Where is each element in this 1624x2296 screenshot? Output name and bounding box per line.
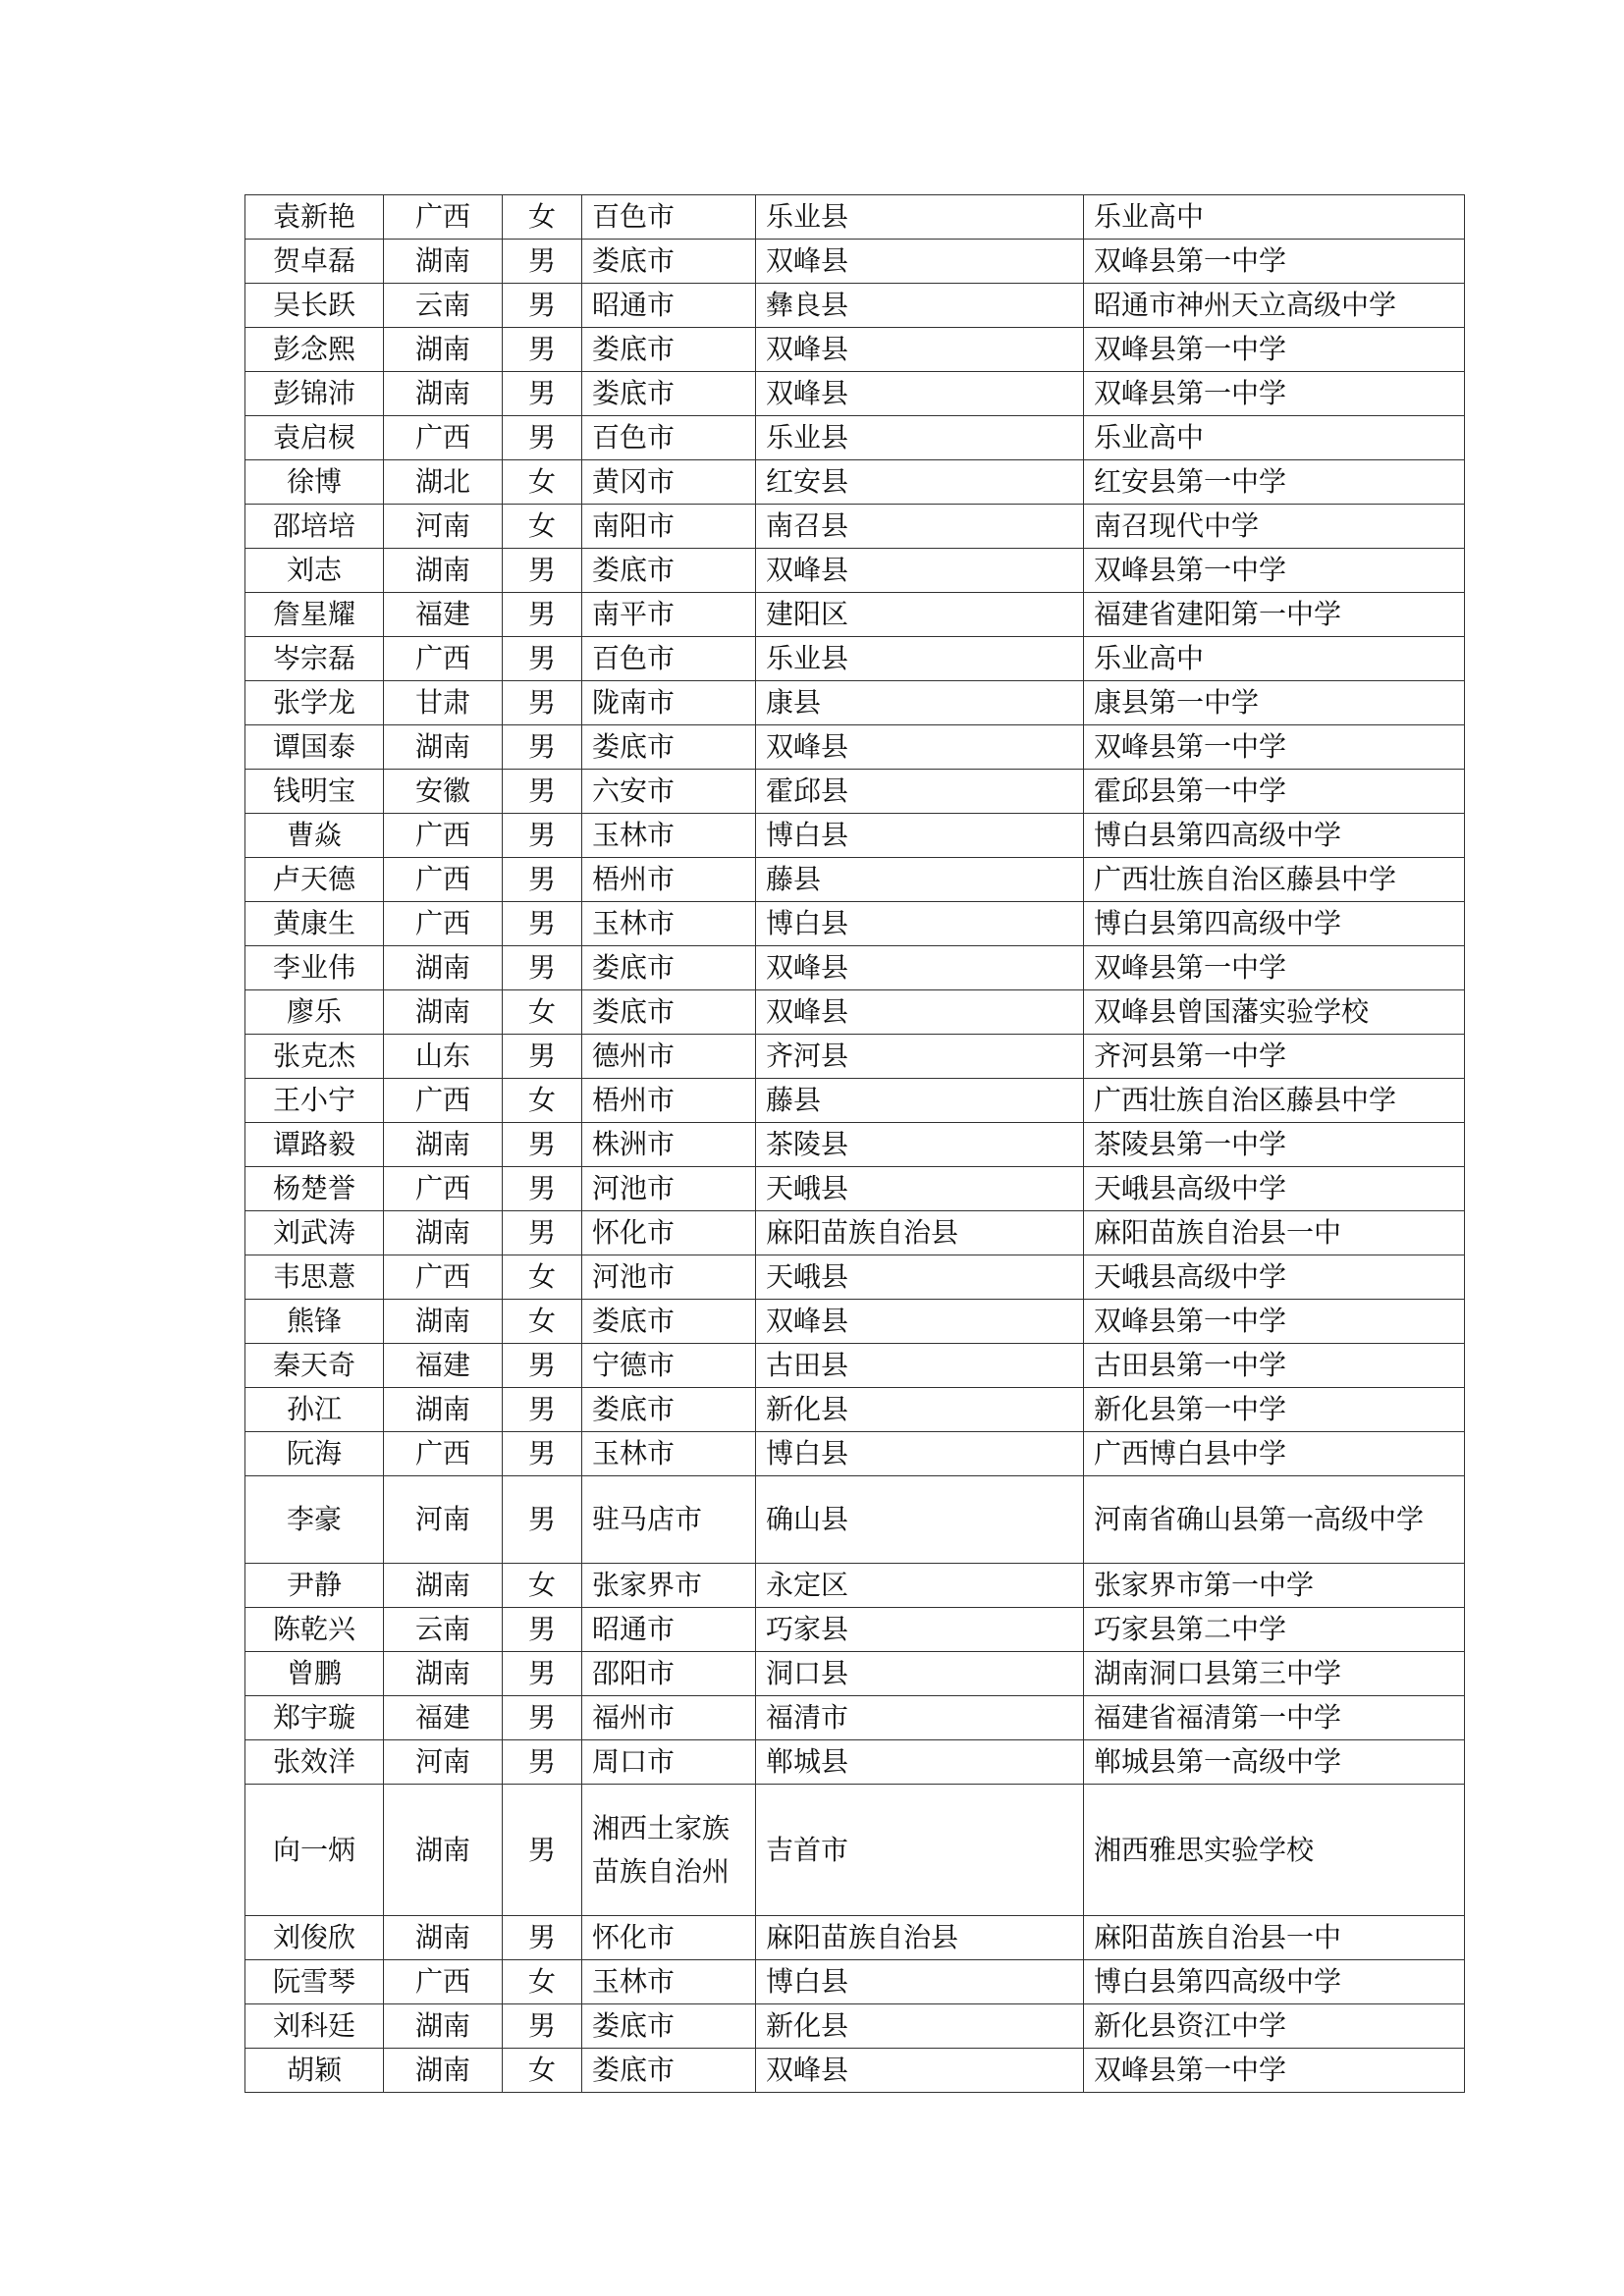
- student-name-cell: 张学龙: [245, 681, 384, 725]
- table-row: [245, 549, 1465, 593]
- gender-cell: 男: [503, 2004, 582, 2049]
- county-cell: 双峰县: [756, 990, 1084, 1035]
- table-row: [245, 990, 1465, 1035]
- province-cell: 广西: [384, 858, 503, 902]
- gender-cell: 男: [503, 858, 582, 902]
- county-cell: 天峨县: [756, 1167, 1084, 1211]
- city-cell: 周口市: [582, 1740, 756, 1785]
- table-row: [245, 1211, 1465, 1255]
- gender-cell: 女: [503, 505, 582, 549]
- city-cell: 娄底市: [582, 1388, 756, 1432]
- county-cell: 双峰县: [756, 372, 1084, 416]
- county-cell: 永定区: [756, 1564, 1084, 1608]
- gender-cell: 男: [503, 593, 582, 637]
- school-cell: 郸城县第一高级中学: [1084, 1740, 1465, 1785]
- county-cell: 乐业县: [756, 637, 1084, 681]
- province-cell: 广西: [384, 1432, 503, 1476]
- gender-cell: 女: [503, 1960, 582, 2004]
- school-cell: 乐业高中: [1084, 637, 1465, 681]
- gender-cell: 男: [503, 240, 582, 284]
- gender-cell: 男: [503, 1211, 582, 1255]
- county-cell: 双峰县: [756, 2049, 1084, 2093]
- county-cell: 齐河县: [756, 1035, 1084, 1079]
- gender-cell: 男: [503, 1652, 582, 1696]
- gender-cell: 男: [503, 725, 582, 770]
- province-cell: 湖南: [384, 1211, 503, 1255]
- city-cell: 怀化市: [582, 1916, 756, 1960]
- county-cell: 双峰县: [756, 725, 1084, 770]
- city-cell: 娄底市: [582, 372, 756, 416]
- school-cell: 新化县资江中学: [1084, 2004, 1465, 2049]
- county-cell: 乐业县: [756, 416, 1084, 460]
- county-cell: 麻阳苗族自治县: [756, 1916, 1084, 1960]
- province-cell: 河南: [384, 505, 503, 549]
- student-name-cell: 韦思薏: [245, 1255, 384, 1300]
- school-cell: 齐河县第一中学: [1084, 1035, 1465, 1079]
- school-cell: 博白县第四高级中学: [1084, 1960, 1465, 2004]
- city-cell: 娄底市: [582, 2049, 756, 2093]
- school-cell: 福建省建阳第一中学: [1084, 593, 1465, 637]
- student-name-cell: 贺卓磊: [245, 240, 384, 284]
- school-cell: 广西壮族自治区藤县中学: [1084, 1079, 1465, 1123]
- province-cell: 湖南: [384, 1916, 503, 1960]
- gender-cell: 男: [503, 549, 582, 593]
- gender-cell: 男: [503, 328, 582, 372]
- school-cell: 博白县第四高级中学: [1084, 814, 1465, 858]
- county-cell: 博白县: [756, 1432, 1084, 1476]
- school-cell: 双峰县第一中学: [1084, 549, 1465, 593]
- county-cell: 麻阳苗族自治县: [756, 1211, 1084, 1255]
- province-cell: 湖北: [384, 460, 503, 505]
- city-cell: 邵阳市: [582, 1652, 756, 1696]
- province-cell: 云南: [384, 1608, 503, 1652]
- county-cell: 建阳区: [756, 593, 1084, 637]
- county-cell: 茶陵县: [756, 1123, 1084, 1167]
- province-cell: 湖南: [384, 240, 503, 284]
- province-cell: 广西: [384, 1079, 503, 1123]
- table-row: [245, 725, 1465, 770]
- student-name-cell: 谭国泰: [245, 725, 384, 770]
- student-name-cell: 杨楚誉: [245, 1167, 384, 1211]
- city-cell: 德州市: [582, 1035, 756, 1079]
- gender-cell: 男: [503, 1696, 582, 1740]
- student-name-cell: 岑宗磊: [245, 637, 384, 681]
- city-cell: 娄底市: [582, 2004, 756, 2049]
- city-cell: 娄底市: [582, 549, 756, 593]
- county-cell: 福清市: [756, 1696, 1084, 1740]
- school-cell: 双峰县第一中学: [1084, 240, 1465, 284]
- gender-cell: 男: [503, 681, 582, 725]
- gender-cell: 男: [503, 1035, 582, 1079]
- student-name-cell: 王小宁: [245, 1079, 384, 1123]
- school-cell: 双峰县第一中学: [1084, 372, 1465, 416]
- city-cell: 昭通市: [582, 1608, 756, 1652]
- city-cell: 娄底市: [582, 725, 756, 770]
- table-row: [245, 1123, 1465, 1167]
- table-row: [245, 1960, 1465, 2004]
- county-cell: 藤县: [756, 858, 1084, 902]
- table-row: [245, 195, 1465, 240]
- province-cell: 湖南: [384, 725, 503, 770]
- student-name-cell: 黄康生: [245, 902, 384, 946]
- table-row: [245, 1785, 1465, 1916]
- city-cell: 河池市: [582, 1167, 756, 1211]
- city-cell: 昭通市: [582, 284, 756, 328]
- student-name-cell: 曾鹏: [245, 1652, 384, 1696]
- school-cell: 双峰县第一中学: [1084, 328, 1465, 372]
- school-cell: 双峰县第一中学: [1084, 725, 1465, 770]
- province-cell: 甘肃: [384, 681, 503, 725]
- county-cell: 双峰县: [756, 946, 1084, 990]
- school-cell: 古田县第一中学: [1084, 1344, 1465, 1388]
- student-name-cell: 郑宇璇: [245, 1696, 384, 1740]
- table-row: [245, 240, 1465, 284]
- gender-cell: 男: [503, 1785, 582, 1916]
- table-row: [245, 1696, 1465, 1740]
- county-cell: 巧家县: [756, 1608, 1084, 1652]
- table-row: [245, 460, 1465, 505]
- county-cell: 确山县: [756, 1476, 1084, 1564]
- county-cell: 双峰县: [756, 1300, 1084, 1344]
- student-name-cell: 孙江: [245, 1388, 384, 1432]
- gender-cell: 男: [503, 1123, 582, 1167]
- gender-cell: 女: [503, 1564, 582, 1608]
- school-cell: 双峰县第一中学: [1084, 2049, 1465, 2093]
- table-row: [245, 328, 1465, 372]
- table-row: [245, 1167, 1465, 1211]
- student-name-cell: 张效洋: [245, 1740, 384, 1785]
- table-row: [245, 2049, 1465, 2093]
- student-name-cell: 谭路毅: [245, 1123, 384, 1167]
- gender-cell: 女: [503, 2049, 582, 2093]
- school-cell: 福建省福清第一中学: [1084, 1696, 1465, 1740]
- province-cell: 广西: [384, 1255, 503, 1300]
- city-cell: 南平市: [582, 593, 756, 637]
- school-cell: 双峰县第一中学: [1084, 946, 1465, 990]
- county-cell: 新化县: [756, 1388, 1084, 1432]
- gender-cell: 男: [503, 372, 582, 416]
- county-cell: 藤县: [756, 1079, 1084, 1123]
- student-name-cell: 彭锦沛: [245, 372, 384, 416]
- county-cell: 新化县: [756, 2004, 1084, 2049]
- city-cell: 福州市: [582, 1696, 756, 1740]
- student-name-cell: 向一炳: [245, 1785, 384, 1916]
- gender-cell: 男: [503, 1344, 582, 1388]
- school-cell: 麻阳苗族自治县一中: [1084, 1916, 1465, 1960]
- school-cell: 红安县第一中学: [1084, 460, 1465, 505]
- city-cell: 娄底市: [582, 328, 756, 372]
- table-row: [245, 1564, 1465, 1608]
- gender-cell: 女: [503, 195, 582, 240]
- city-cell: 梧州市: [582, 858, 756, 902]
- table-row: [245, 1035, 1465, 1079]
- student-name-cell: 刘科廷: [245, 2004, 384, 2049]
- city-cell: 驻马店市: [582, 1476, 756, 1564]
- table-row: [245, 1916, 1465, 1960]
- student-name-cell: 秦天奇: [245, 1344, 384, 1388]
- table-row: [245, 814, 1465, 858]
- table-row: [245, 1344, 1465, 1388]
- student-name-cell: 李业伟: [245, 946, 384, 990]
- city-cell: 南阳市: [582, 505, 756, 549]
- province-cell: 广西: [384, 814, 503, 858]
- gender-cell: 男: [503, 1388, 582, 1432]
- school-cell: 麻阳苗族自治县一中: [1084, 1211, 1465, 1255]
- gender-cell: 男: [503, 1476, 582, 1564]
- province-cell: 湖南: [384, 1388, 503, 1432]
- student-name-cell: 詹星耀: [245, 593, 384, 637]
- province-cell: 湖南: [384, 549, 503, 593]
- city-cell: 湘西土家族苗族自治州: [582, 1785, 756, 1916]
- student-name-cell: 吴长跃: [245, 284, 384, 328]
- school-cell: 湖南洞口县第三中学: [1084, 1652, 1465, 1696]
- table-row: [245, 1300, 1465, 1344]
- table-row: [245, 593, 1465, 637]
- county-cell: 博白县: [756, 814, 1084, 858]
- school-cell: 张家界市第一中学: [1084, 1564, 1465, 1608]
- province-cell: 广西: [384, 1960, 503, 2004]
- school-cell: 天峨县高级中学: [1084, 1255, 1465, 1300]
- student-name-cell: 曹焱: [245, 814, 384, 858]
- student-name-cell: 阮海: [245, 1432, 384, 1476]
- province-cell: 福建: [384, 1696, 503, 1740]
- city-cell: 玉林市: [582, 902, 756, 946]
- school-cell: 新化县第一中学: [1084, 1388, 1465, 1432]
- city-cell: 怀化市: [582, 1211, 756, 1255]
- gender-cell: 男: [503, 946, 582, 990]
- table-row: [245, 1432, 1465, 1476]
- school-cell: 南召现代中学: [1084, 505, 1465, 549]
- student-name-cell: 袁新艳: [245, 195, 384, 240]
- table-row: [245, 1255, 1465, 1300]
- table-row: [245, 1652, 1465, 1696]
- student-name-cell: 刘武涛: [245, 1211, 384, 1255]
- province-cell: 湖南: [384, 1785, 503, 1916]
- student-name-cell: 李豪: [245, 1476, 384, 1564]
- table-row: [245, 902, 1465, 946]
- county-cell: 博白县: [756, 1960, 1084, 2004]
- province-cell: 湖南: [384, 1652, 503, 1696]
- province-cell: 湖南: [384, 1123, 503, 1167]
- table-row: [245, 1608, 1465, 1652]
- student-name-cell: 陈乾兴: [245, 1608, 384, 1652]
- student-name-cell: 张克杰: [245, 1035, 384, 1079]
- province-cell: 广西: [384, 195, 503, 240]
- city-cell: 百色市: [582, 195, 756, 240]
- city-cell: 玉林市: [582, 1432, 756, 1476]
- gender-cell: 男: [503, 814, 582, 858]
- gender-cell: 男: [503, 902, 582, 946]
- student-name-cell: 卢天德: [245, 858, 384, 902]
- county-cell: 霍邱县: [756, 770, 1084, 814]
- gender-cell: 男: [503, 770, 582, 814]
- student-name-cell: 廖乐: [245, 990, 384, 1035]
- table-row: [245, 1388, 1465, 1432]
- table-row: [245, 946, 1465, 990]
- city-cell: 娄底市: [582, 946, 756, 990]
- gender-cell: 男: [503, 1916, 582, 1960]
- county-cell: 郸城县: [756, 1740, 1084, 1785]
- school-cell: 湘西雅思实验学校: [1084, 1785, 1465, 1916]
- table-row: [245, 770, 1465, 814]
- table-row: [245, 2004, 1465, 2049]
- school-cell: 广西博白县中学: [1084, 1432, 1465, 1476]
- student-name-cell: 阮雪琴: [245, 1960, 384, 2004]
- student-name-cell: 袁启棂: [245, 416, 384, 460]
- province-cell: 广西: [384, 902, 503, 946]
- school-cell: 霍邱县第一中学: [1084, 770, 1465, 814]
- province-cell: 湖南: [384, 328, 503, 372]
- gender-cell: 男: [503, 1740, 582, 1785]
- province-cell: 广西: [384, 416, 503, 460]
- province-cell: 云南: [384, 284, 503, 328]
- table-row: [245, 681, 1465, 725]
- student-name-cell: 邵培培: [245, 505, 384, 549]
- county-cell: 双峰县: [756, 328, 1084, 372]
- table-row: [245, 1079, 1465, 1123]
- student-name-cell: 熊锋: [245, 1300, 384, 1344]
- province-cell: 湖南: [384, 1564, 503, 1608]
- province-cell: 湖南: [384, 2004, 503, 2049]
- county-cell: 古田县: [756, 1344, 1084, 1388]
- county-cell: 康县: [756, 681, 1084, 725]
- city-cell: 梧州市: [582, 1079, 756, 1123]
- county-cell: 双峰县: [756, 549, 1084, 593]
- table-row: [245, 858, 1465, 902]
- county-cell: 吉首市: [756, 1785, 1084, 1916]
- county-cell: 天峨县: [756, 1255, 1084, 1300]
- student-name-cell: 刘志: [245, 549, 384, 593]
- school-cell: 双峰县曾国藩实验学校: [1084, 990, 1465, 1035]
- province-cell: 湖南: [384, 2049, 503, 2093]
- student-name-cell: 尹静: [245, 1564, 384, 1608]
- city-cell: 张家界市: [582, 1564, 756, 1608]
- student-name-cell: 钱明宝: [245, 770, 384, 814]
- gender-cell: 男: [503, 284, 582, 328]
- gender-cell: 男: [503, 416, 582, 460]
- county-cell: 南召县: [756, 505, 1084, 549]
- gender-cell: 女: [503, 990, 582, 1035]
- school-cell: 乐业高中: [1084, 416, 1465, 460]
- school-cell: 康县第一中学: [1084, 681, 1465, 725]
- school-cell: 广西壮族自治区藤县中学: [1084, 858, 1465, 902]
- student-roster-table: [244, 194, 1465, 2093]
- gender-cell: 女: [503, 1079, 582, 1123]
- county-cell: 博白县: [756, 902, 1084, 946]
- city-cell: 娄底市: [582, 240, 756, 284]
- city-cell: 娄底市: [582, 1300, 756, 1344]
- school-cell: 天峨县高级中学: [1084, 1167, 1465, 1211]
- gender-cell: 女: [503, 460, 582, 505]
- table-row: [245, 505, 1465, 549]
- province-cell: 湖南: [384, 1300, 503, 1344]
- province-cell: 广西: [384, 637, 503, 681]
- city-cell: 株洲市: [582, 1123, 756, 1167]
- roster-body: [245, 195, 1465, 2093]
- city-cell: 百色市: [582, 637, 756, 681]
- province-cell: 河南: [384, 1476, 503, 1564]
- school-cell: 博白县第四高级中学: [1084, 902, 1465, 946]
- school-cell: 昭通市神州天立高级中学: [1084, 284, 1465, 328]
- school-cell: 乐业高中: [1084, 195, 1465, 240]
- gender-cell: 男: [503, 637, 582, 681]
- table-row: [245, 637, 1465, 681]
- gender-cell: 男: [503, 1167, 582, 1211]
- city-cell: 黄冈市: [582, 460, 756, 505]
- county-cell: 洞口县: [756, 1652, 1084, 1696]
- city-cell: 玉林市: [582, 1960, 756, 2004]
- school-cell: 河南省确山县第一高级中学: [1084, 1476, 1465, 1564]
- school-cell: 巧家县第二中学: [1084, 1608, 1465, 1652]
- city-cell: 六安市: [582, 770, 756, 814]
- gender-cell: 男: [503, 1432, 582, 1476]
- city-cell: 陇南市: [582, 681, 756, 725]
- student-name-cell: 胡颖: [245, 2049, 384, 2093]
- table-row: [245, 372, 1465, 416]
- province-cell: 湖南: [384, 372, 503, 416]
- county-cell: 乐业县: [756, 195, 1084, 240]
- gender-cell: 男: [503, 1608, 582, 1652]
- school-cell: 茶陵县第一中学: [1084, 1123, 1465, 1167]
- province-cell: 湖南: [384, 990, 503, 1035]
- county-cell: 彝良县: [756, 284, 1084, 328]
- province-cell: 湖南: [384, 946, 503, 990]
- table-row: [245, 1740, 1465, 1785]
- city-cell: 娄底市: [582, 990, 756, 1035]
- student-name-cell: 彭念熙: [245, 328, 384, 372]
- gender-cell: 女: [503, 1300, 582, 1344]
- gender-cell: 女: [503, 1255, 582, 1300]
- student-name-cell: 徐博: [245, 460, 384, 505]
- city-cell: 河池市: [582, 1255, 756, 1300]
- province-cell: 安徽: [384, 770, 503, 814]
- table-row: [245, 284, 1465, 328]
- table-row: [245, 1476, 1465, 1564]
- province-cell: 山东: [384, 1035, 503, 1079]
- city-cell: 宁德市: [582, 1344, 756, 1388]
- school-cell: 双峰县第一中学: [1084, 1300, 1465, 1344]
- province-cell: 福建: [384, 593, 503, 637]
- county-cell: 双峰县: [756, 240, 1084, 284]
- province-cell: 福建: [384, 1344, 503, 1388]
- student-name-cell: 刘俊欣: [245, 1916, 384, 1960]
- county-cell: 红安县: [756, 460, 1084, 505]
- table-row: [245, 416, 1465, 460]
- province-cell: 河南: [384, 1740, 503, 1785]
- city-cell: 玉林市: [582, 814, 756, 858]
- province-cell: 广西: [384, 1167, 503, 1211]
- city-cell: 百色市: [582, 416, 756, 460]
